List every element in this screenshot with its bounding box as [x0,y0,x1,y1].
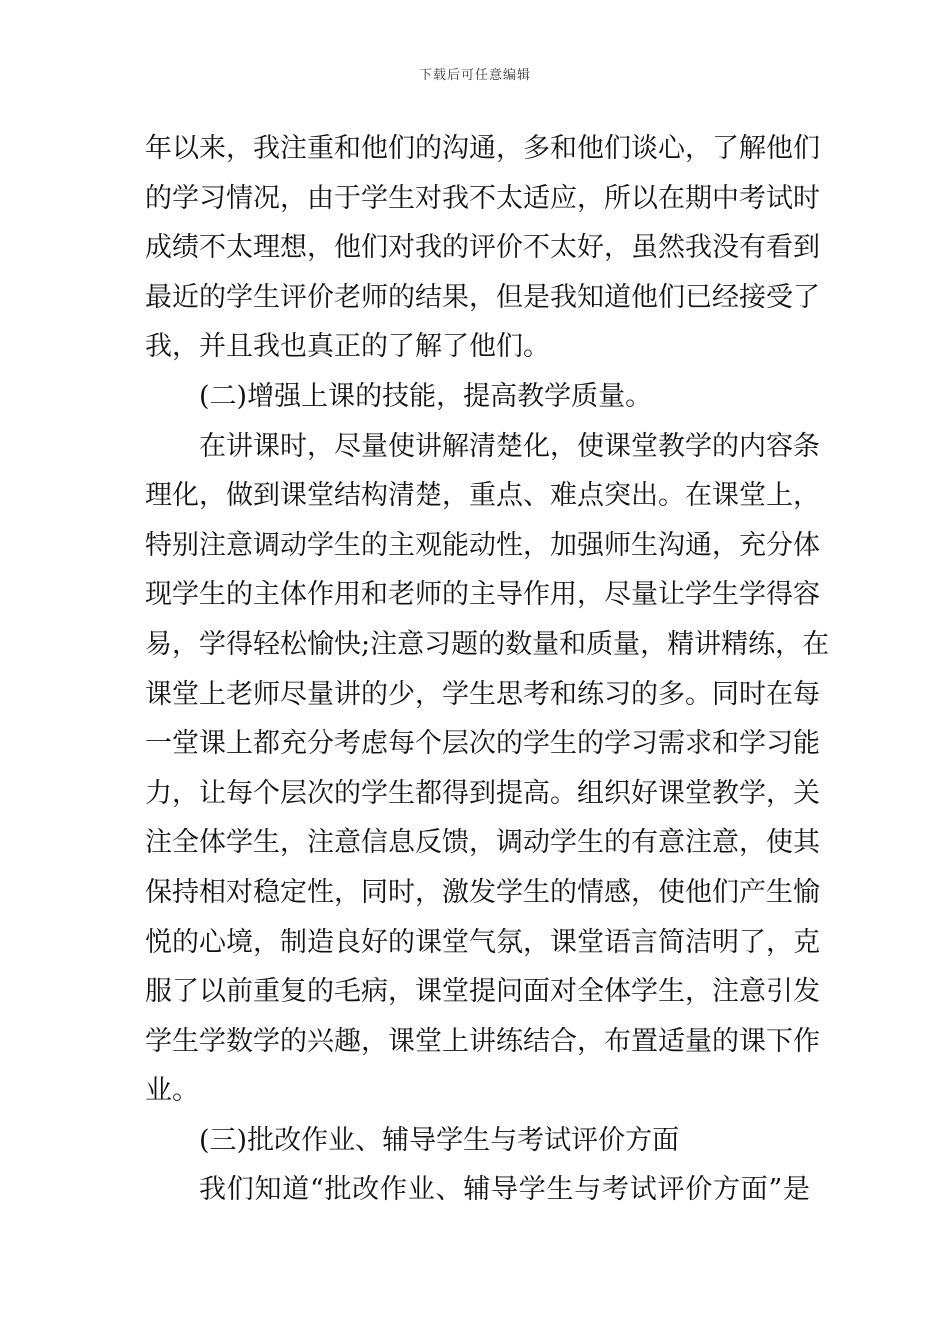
text-line: 在讲课时，尽量使讲解清楚化，使课堂教学的内容条 [199,430,820,462]
text-line: 服了以前重复的毛病，课堂提问面对全体学生，注意引发 [145,976,820,1008]
text-line: 易，学得轻松愉快;注意习题的数量和质量，精讲精练，在 [145,628,830,660]
text-line: 现学生的主体作用和老师的主导作用，尽量让学生学得容 [145,579,820,611]
text-line: 保持相对稳定性，同时，激发学生的情感，使他们产生愉 [145,876,820,908]
text-line: 我，并且我也真正的了解了他们。 [145,331,550,363]
text-line: 成绩不太理想，他们对我的评价不太好，虽然我没有看到 [145,232,820,264]
text-line: 业。 [145,1075,199,1107]
text-line: 学生学数学的兴趣，课堂上讲练结合，布置适量的课下作 [145,1025,820,1057]
text-line: 年以来，我注重和他们的沟通，多和他们谈心，了解他们 [145,133,820,164]
text-line: 课堂上老师尽量讲的少，学生思考和练习的多。同时在每 [145,678,820,710]
section-heading: (二)增强上课的技能，提高教学质量。 [199,380,653,412]
text-line: 一堂课上都充分考虑每个层次的学生的学习需求和学习能 [145,728,820,760]
text-line: 力，让每个层次的学生都得到提高。组织好课堂教学，关 [145,777,820,809]
text-line: 理化，做到课堂结构清楚，重点、难点突出。在课堂上， [145,480,820,512]
document-body [145,124,830,1215]
section-heading: (三)批改作业、辅导学生与考试评价方面 [199,1124,680,1156]
text-line: 我们知道“批改作业、辅导学生与考试评价方面”是 [199,1174,810,1206]
text-line: 的学习情况，由于学生对我不太适应，所以在期中考试时 [145,182,820,214]
text-line: 注全体学生，注意信息反馈，调动学生的有意注意，使其 [145,827,820,859]
text-line: 悦的心境，制造良好的课堂气氛，课堂语言简洁明了，克 [145,926,820,958]
page-header: 下载后可任意编辑 [418,68,531,83]
text-line: 特别注意调动学生的主观能动性，加强师生沟通，充分体 [145,529,820,561]
text-line: 最近的学生评价老师的结果，但是我知道他们已经接受了 [145,281,820,313]
